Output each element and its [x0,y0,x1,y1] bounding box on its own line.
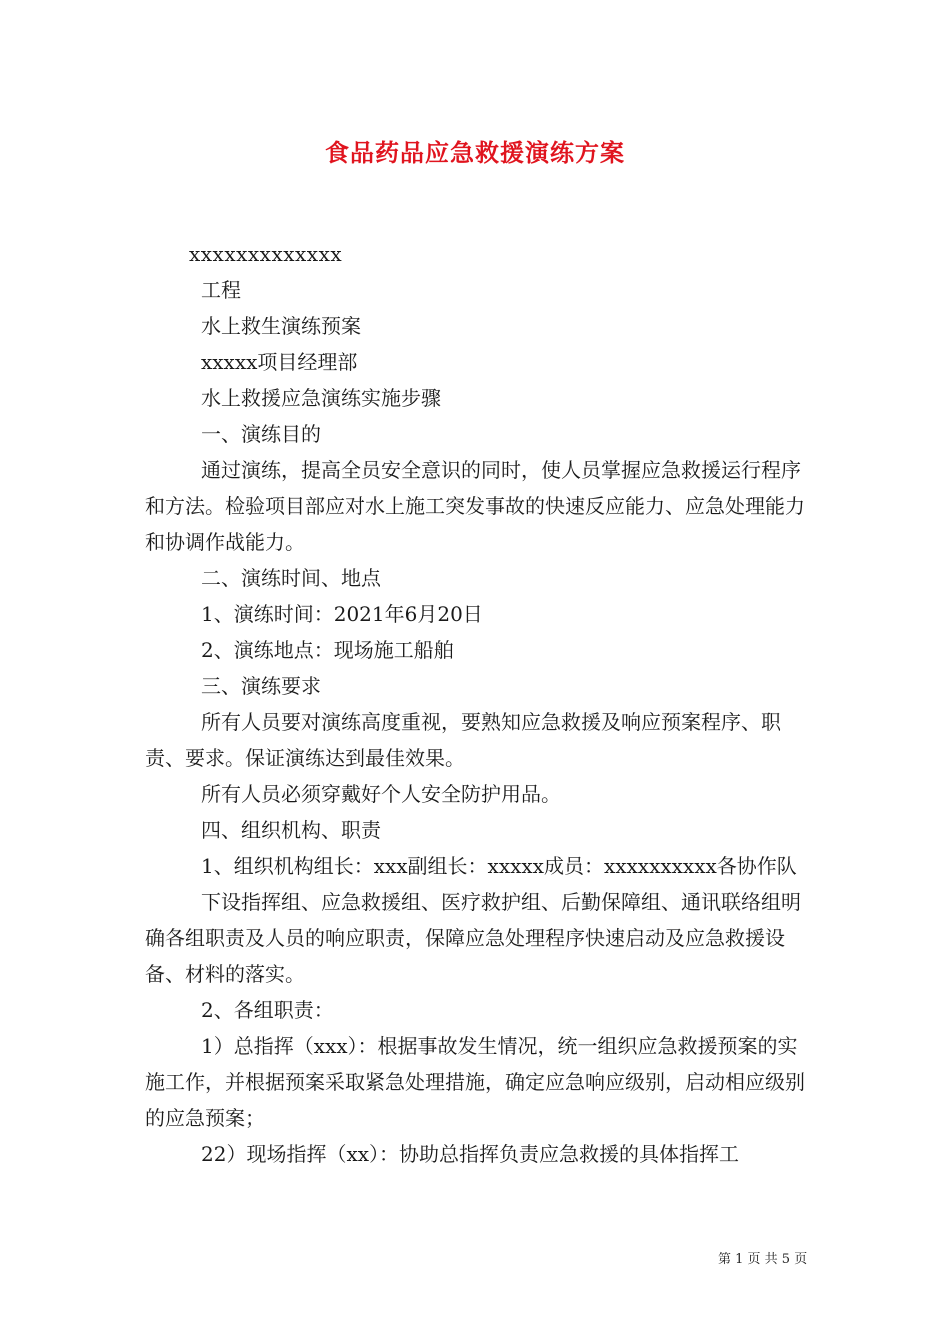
paragraph-groups: 下设指挥组、应急救援组、医疗救护组、后勤保障组、通讯联络组明确各组职责及人员的响应职责，保障应急处理程序快速启动及应急救援设备、材料的落实。 [145,890,801,986]
paragraph-purpose: 通过演练，提高全员安全意识的同时，使人员掌握应急救援运行程序和方法。检验项目部应对水上施工突发事故的快速反应能力、应急处理能力和协调作战能力。 [145,458,805,554]
paragraph-requirements: 所有人员要对演练高度重视，要熟知应急救援及响应预案程序、职责、要求。保证演练达到最佳效果。 [145,710,781,770]
paragraph-duties-heading: 2、各组职责： [201,998,334,1022]
section-heading-organization: 四、组织机构、职责 [201,818,381,842]
paragraph-plan-name: 水上救生演练预案 [201,314,361,338]
paragraph-code: xxxxxxxxxxxxx [189,242,343,266]
paragraph-organization: 1、组织机构组长：xxx副组长：xxxxx成员：xxxxxxxxxx各协作队 [201,854,797,878]
paragraph-steps-heading: 水上救援应急演练实施步骤 [201,386,441,410]
paragraph-protective-gear: 所有人员必须穿戴好个人安全防护用品。 [201,782,561,806]
paragraph-commander-duty: 1）总指挥（xxx）：根据事故发生情况，统一组织应急救援预案的实施工作，并根据预案采取紧急处理措施，确定应急响应级别，启动相应级别的应急预案； [145,1034,805,1130]
section-heading-purpose: 一、演练目的 [201,422,321,446]
document-body [145,236,810,1172]
paragraph-place: 2、演练地点：现场施工船舶 [201,638,454,662]
paragraph-department: xxxxx项目经理部 [201,350,358,374]
section-heading-time-place: 二、演练时间、地点 [201,566,381,590]
page-number: 第 1 页 共 5 页 [718,1252,808,1267]
document-title: 食品药品应急救援演练方案 [325,138,625,167]
paragraph-time: 1、演练时间：2021年6月20日 [201,602,483,626]
paragraph-site-commander-duty: 22）现场指挥（xx）：协助总指挥负责应急救援的具体指挥工 [201,1142,740,1166]
section-heading-requirements: 三、演练要求 [201,674,321,698]
paragraph-project: 工程 [201,278,241,302]
